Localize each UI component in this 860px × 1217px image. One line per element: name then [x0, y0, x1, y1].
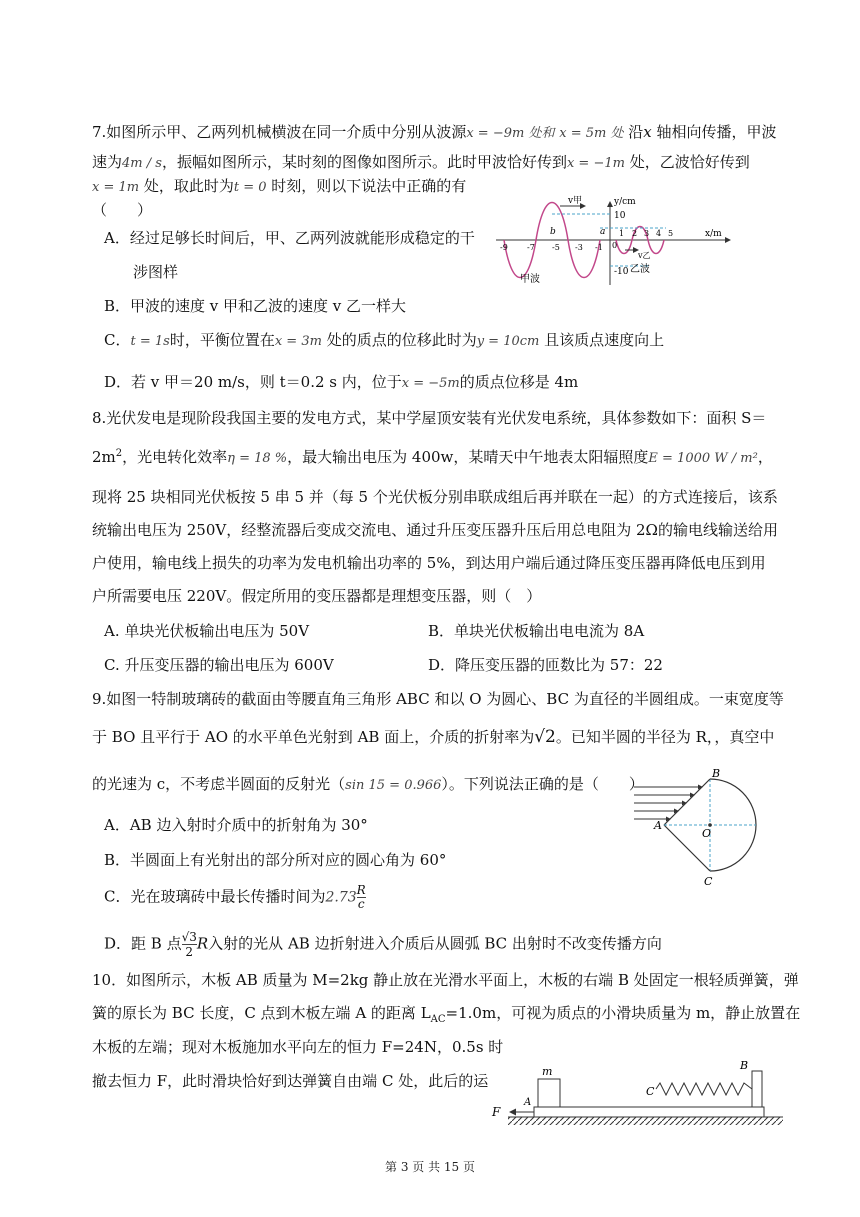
x-tick: -1 [595, 243, 603, 252]
q10-line-1: 10．如图所示，木板 AB 质量为 M=2kg 静止放在光滑水平面上，木板的右端 B 处固定一根轻质弹簧，弹 [92, 971, 799, 989]
label-b: B [740, 1059, 749, 1072]
q7-answer-paren: （ ） [92, 201, 153, 219]
q9-line-2: 于 BO 且平行于 AO 的水平单色光射到 AB 面上，介质的折射率为√2。已知半圆的半径为 R，，真空中 [92, 727, 775, 747]
spring [656, 1083, 752, 1095]
q9-line-1: 9.如图一特制玻璃砖的截面由等腰直角三角形 ABC 和以 O 为圆心、BC 为直径的半圆组成。一束宽度等 [92, 690, 784, 708]
q9-option-b: B．半圆面上有光射出的部分所对应的圆心角为 60° [104, 851, 447, 869]
q8-option-c: C. 升压变压器的输出电压为 600V [104, 656, 334, 674]
point-b: b [550, 227, 556, 237]
page-footer: 第 3 页 共 15 页 [385, 1160, 475, 1174]
q8-line-6: 户所需要电压 220V。假定所用的变压器都是理想变压器，则（ ） [92, 587, 542, 605]
x-tick: 3 [644, 229, 650, 238]
y-tick-neg10: -10 [614, 267, 629, 277]
x-tick: -5 [552, 243, 560, 252]
x-tick: -9 [500, 243, 508, 252]
label-c: C [646, 1085, 655, 1098]
q10-line-3: 木板的左端；现对木板施加水平向左的恒力 F=24N，0.5s 时 [92, 1038, 504, 1056]
board-ab [534, 1107, 764, 1117]
vyi-label: v乙 [638, 251, 651, 260]
x-tick: -7 [527, 243, 535, 252]
q8-line-1: 8.光伏发电是现阶段我国主要的发电方式，某中学屋顶安装有光伏发电系统，具体参数如下：面积 S＝ [92, 409, 767, 427]
q7-line-3: x = 1m 处，取此时为t = 0 时刻，则以下说法中正确的有 [92, 177, 467, 195]
y-axis-label: y/cm [614, 197, 636, 207]
x-axis-label: x/m [705, 229, 722, 239]
label-f: F [492, 1105, 501, 1119]
wall-b [752, 1071, 762, 1107]
q10-line-4: 撤去恒力 F，此时滑块恰好到达弹簧自由端 C 处，此后的运 [92, 1072, 489, 1090]
label-b: B [712, 767, 721, 780]
q7-wave-figure [490, 190, 740, 290]
label-c: C [704, 875, 713, 888]
x-tick: 1 [619, 229, 625, 238]
q7-line-1: 7.如图所示甲、乙两列机械横波在同一介质中分别从波源x = −9m 处和 x = 5m 处 沿x 轴相向传播，甲波 [92, 123, 777, 141]
q8-line-3: 现将 25 块相同光伏板按 5 串 5 并（每 5 个光伏板分别串联成组后再并联在一起）的方式连接后，该系 [92, 488, 778, 506]
slider-m [538, 1079, 560, 1107]
q9-option-d: D．距 B 点 $\frac{√3}{2}$ R入射的光从 AB 边折射进入介质后从圆弧 BC 出射时不改变传播方向 [104, 930, 662, 959]
y-tick-10: 10 [614, 211, 626, 221]
q10-line-2: 簧的原长为 BC 长度，C 点到木板左端 A 的距离 $L_{AC}=1.0m$，可视为质点的小滑块质量为 m，静止放置在 [92, 1004, 801, 1025]
x-tick: 4 [656, 229, 662, 238]
q8-line-5: 户使用，输电线上损失的功率为发电机输出功率的 5%，到达用户端后通过降压变压器再降低电压到用 [92, 554, 766, 572]
x-tick: 5 [668, 229, 674, 238]
q8-option-a: A. 单块光伏板输出电压为 50V [104, 622, 310, 640]
ground [508, 1117, 783, 1125]
x-tick: 2 [632, 229, 638, 238]
point-a: a [600, 227, 606, 237]
q10-board-figure [488, 1055, 788, 1130]
q7-line-2: 速为4m / s，振幅如图所示，某时刻的图像如图所示。此时甲波恰好传到x = −1m 处，乙波恰好传到 [92, 153, 750, 171]
q7-option-a-cont: 涉图样 [133, 263, 179, 281]
vjia-label: v甲 [568, 196, 583, 206]
edge-ab [664, 779, 710, 825]
label-a: A [654, 819, 662, 832]
label-m: m [542, 1065, 553, 1078]
q9-option-a: A．AB 边入射时介质中的折射角为 30° [104, 816, 368, 834]
q9-glass-figure [630, 765, 780, 895]
q8-option-d: D．降压变压器的匝数比为 57：22 [428, 656, 663, 674]
wave-jia-label: 甲波 [520, 274, 540, 285]
x-tick: -3 [575, 243, 583, 252]
q7-option-c: C．t = 1s时，平衡位置在x = 3m 处的质点的位移此时为y = 10cm 且该质点速度向上 [104, 331, 665, 349]
wave-yi-label: 乙波 [630, 264, 650, 275]
q8-option-b: B．单块光伏板输出电电流为 8A [428, 622, 645, 640]
q8-line-4: 统输出电压为 250V，经整流器后变成交流电、通过升压变压器升压后用总电阻为 2Ω的输电线输送给用 [92, 521, 778, 539]
q7-option-d: D．若 v 甲＝20 m/s，则 t＝0.2 s 内，位于x = −5m的质点位移是 4m [104, 373, 579, 391]
label-o: O [702, 827, 712, 840]
label-a: A [524, 1097, 532, 1108]
q7-source-positions: x = −9m 处和 [466, 126, 555, 141]
q9-line-3: 的光速为 c，不考虑半圆面的反射光（sin 15 = 0.966）。下列说法正确的是（ ） [92, 775, 644, 793]
q7-option-b: B．甲波的速度 v 甲和乙波的速度 v 乙一样大 [104, 297, 407, 315]
q7-option-a: A．经过足够长时间后，甲、乙两列波就能形成稳定的干 [104, 229, 475, 247]
origin-label: 0 [612, 241, 618, 250]
q9-option-c: C．光在玻璃砖中最长传播时间为2.73 $\frac{R}{c}$ [104, 883, 366, 911]
q8-line-2: $2m^2$，光电转化效率η = 18 %，最大输出电压为 400w，某晴天中午地表太阳辐照度E = 1000 W / m²， [92, 448, 773, 466]
